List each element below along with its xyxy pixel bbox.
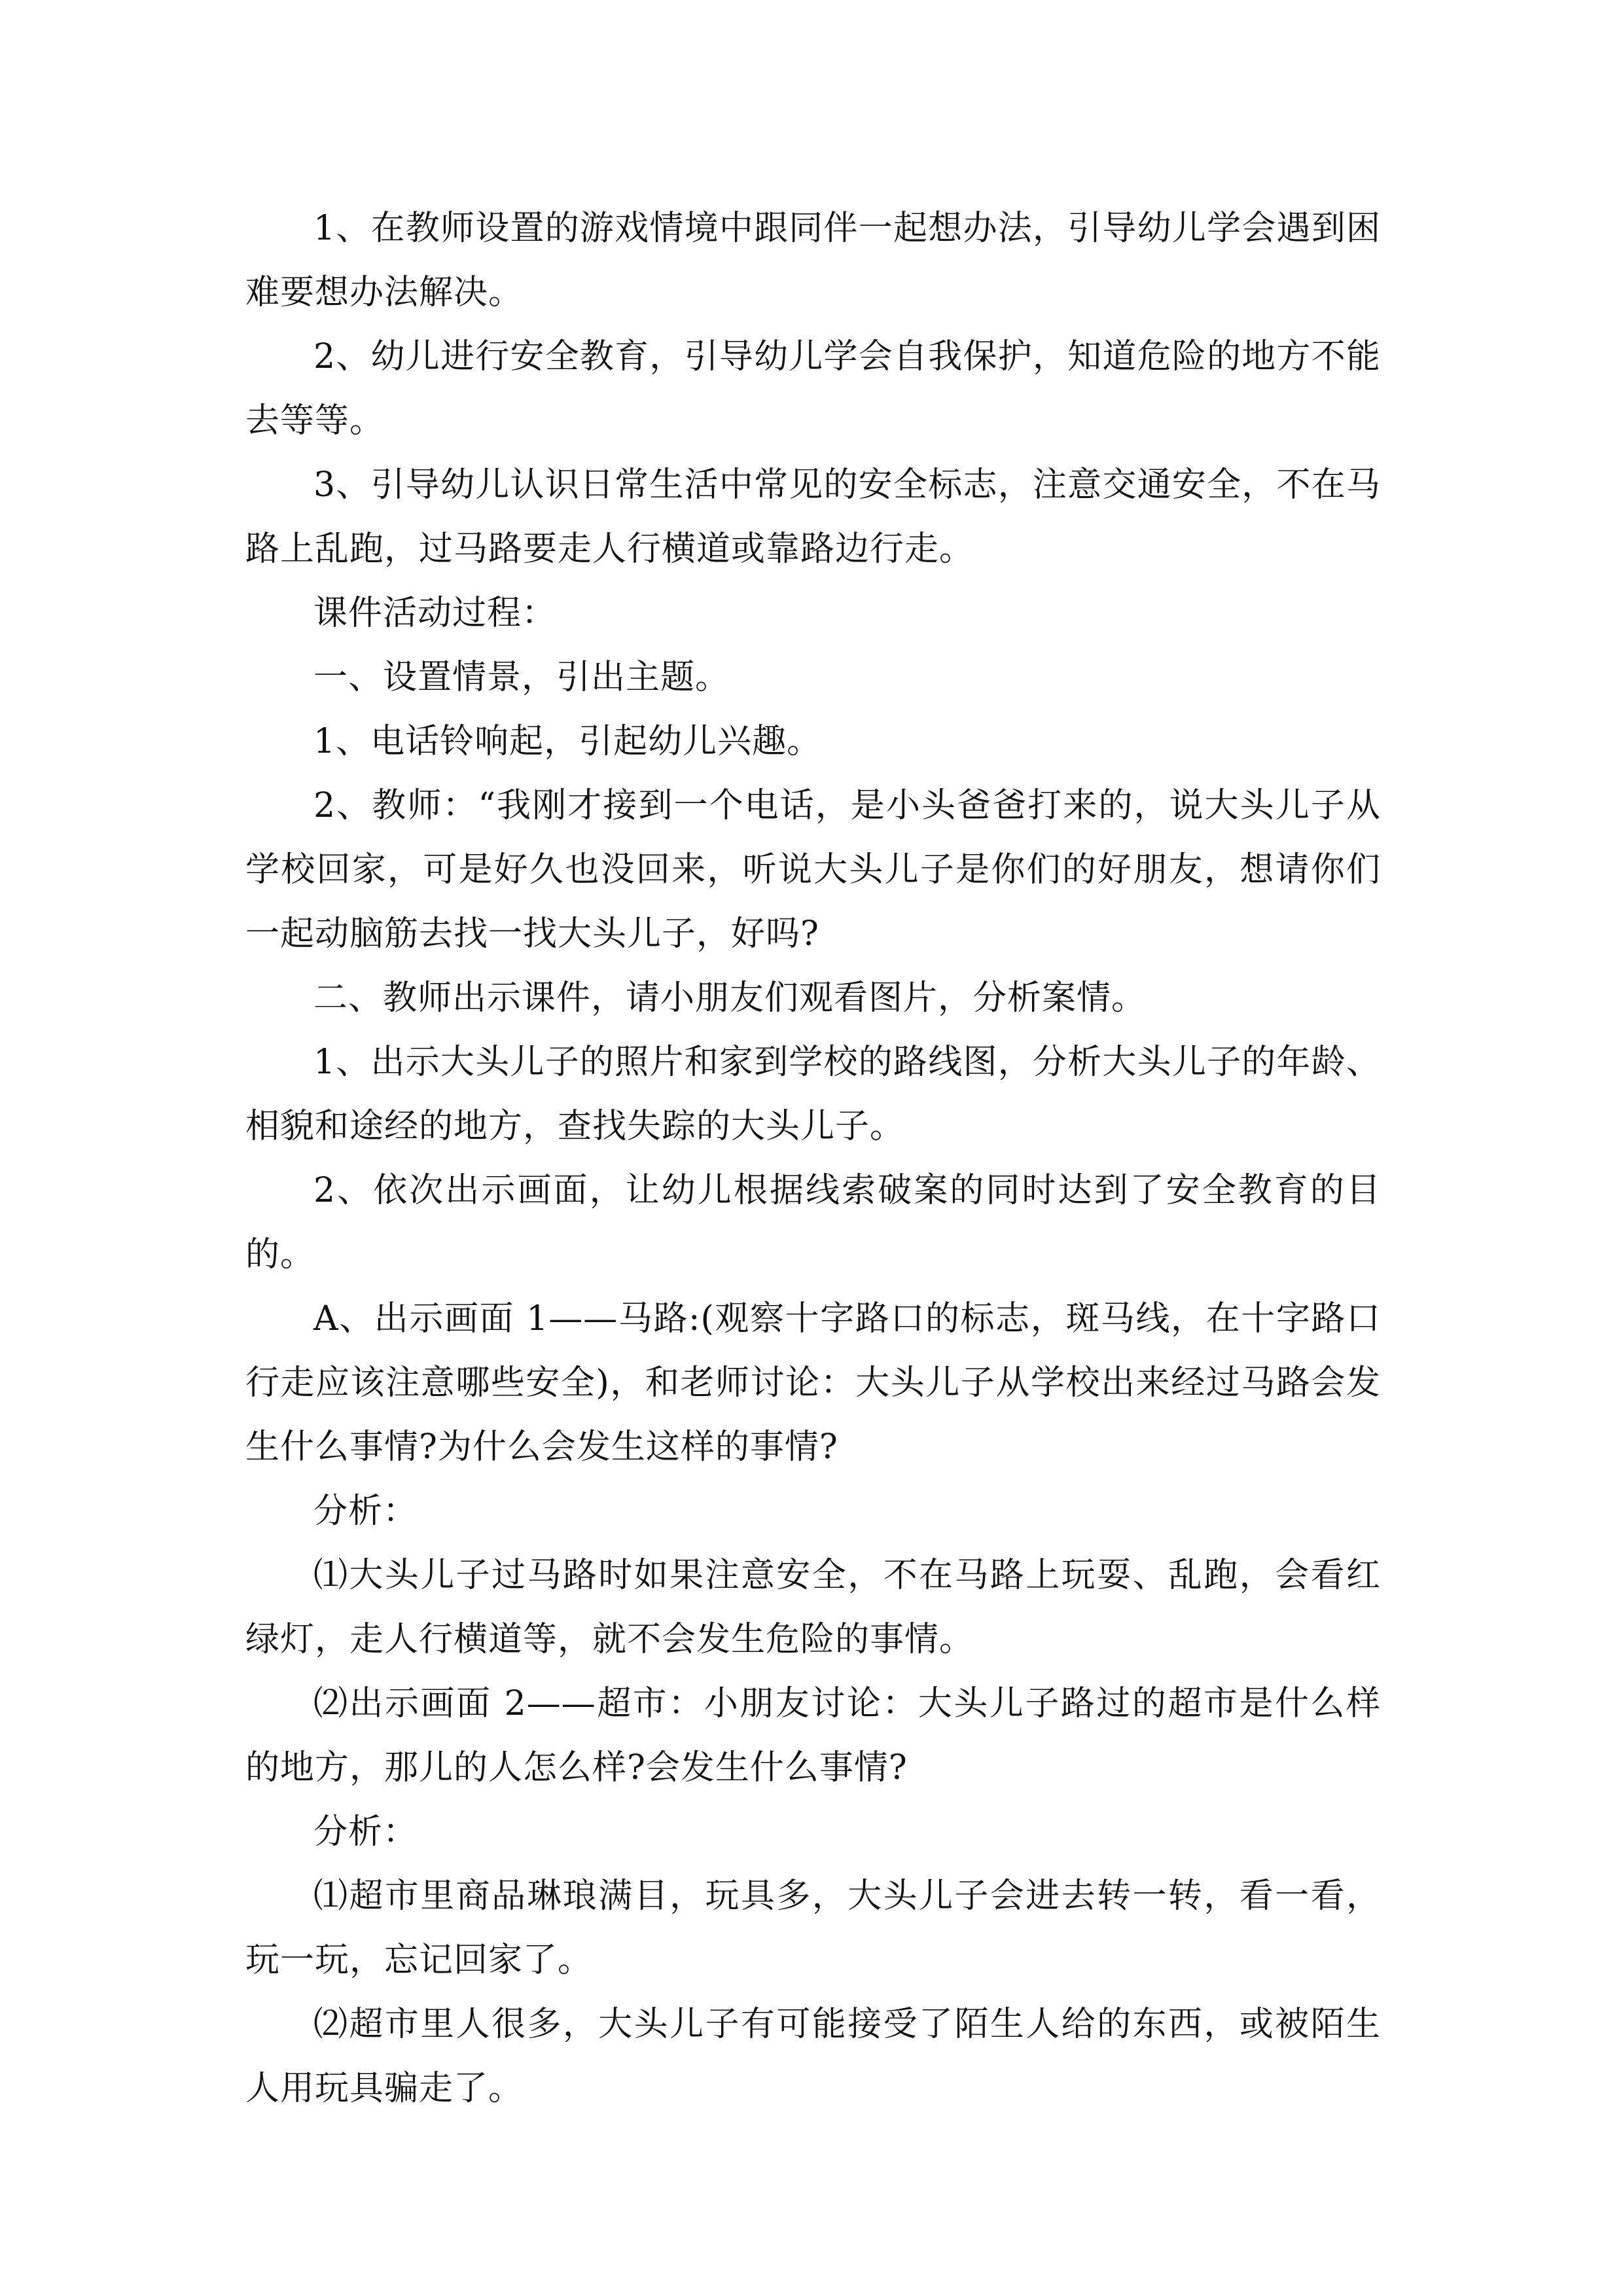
- paragraph-goal-2: 2、幼儿进行安全教育，引导幼儿学会自我保护，知道危险的地方不能去等等。: [245, 337, 1381, 440]
- paragraph-analysis-supermarket-1: ⑴超市里商品琳琅满目，玩具多，大头儿子会进去转一转，看一看，玩一玩，忘记回家了。: [245, 1876, 1381, 1980]
- paragraph-show-1: 1、出示大头儿子的照片和家到学校的路线图，分析大头儿子的年龄、相貌和途经的地方，查找失踪的大头儿子。: [245, 1043, 1381, 1146]
- paragraph-step-1: 1、电话铃响起，引起幼儿兴趣。: [313, 722, 822, 761]
- paragraph-scene-supermarket: ⑵出示画面 2——超市：小朋友讨论：大头儿子路过的超市是什么样的地方，那儿的人怎么样?会发生什么事情?: [245, 1684, 1381, 1787]
- paragraph-scene-road: A、出示画面 1——马路:(观察十字路口的标志，斑马线，在十字路口行走应该注意哪些安全)，和老师讨论：大头儿子从学校出来经过马路会发生什么事情?为什么会发生这样的事情?: [245, 1299, 1381, 1467]
- section-heading-process: 课件活动过程：: [313, 594, 557, 633]
- paragraph-show-2: 2、依次出示画面，让幼儿根据线索破案的同时达到了安全教育的目的。: [245, 1171, 1381, 1274]
- section-heading-one: 一、设置情景，引出主题。: [313, 658, 730, 697]
- paragraph-analysis-supermarket-2: ⑵超市里人很多，大头儿子有可能接受了陌生人给的东西，或被陌生人用玩具骗走了。: [245, 2005, 1381, 2108]
- paragraph-analysis-road: ⑴大头儿子过马路时如果注意安全，不在马路上玩耍、乱跑，会看红绿灯，走人行横道等，就不会发生危险的事情。: [245, 1556, 1381, 1659]
- paragraph-step-2: 2、教师：“我刚才接到一个电话，是小头爸爸打来的，说大头儿子从学校回家，可是好久也没回来，听说大头儿子是你们的好朋友，想请你们一起动脑筋去找一找大头儿子，好吗?: [245, 786, 1381, 954]
- paragraph-goal-1: 1、在教师设置的游戏情境中跟同伴一起想办法，引导幼儿学会遇到困难要想办法解决。: [245, 209, 1381, 312]
- document-body: [245, 196, 1381, 2121]
- paragraph-goal-3: 3、引导幼儿认识日常生活中常见的安全标志，注意交通安全，不在马路上乱跑，过马路要走人行横道或靠路边行走。: [245, 465, 1381, 569]
- paragraph-analysis-label: 分析：: [313, 1812, 418, 1852]
- paragraph-analysis-label: 分析：: [313, 1492, 418, 1531]
- section-heading-two: 二、教师出示课件，请小朋友们观看图片，分析案情。: [313, 978, 1147, 1018]
